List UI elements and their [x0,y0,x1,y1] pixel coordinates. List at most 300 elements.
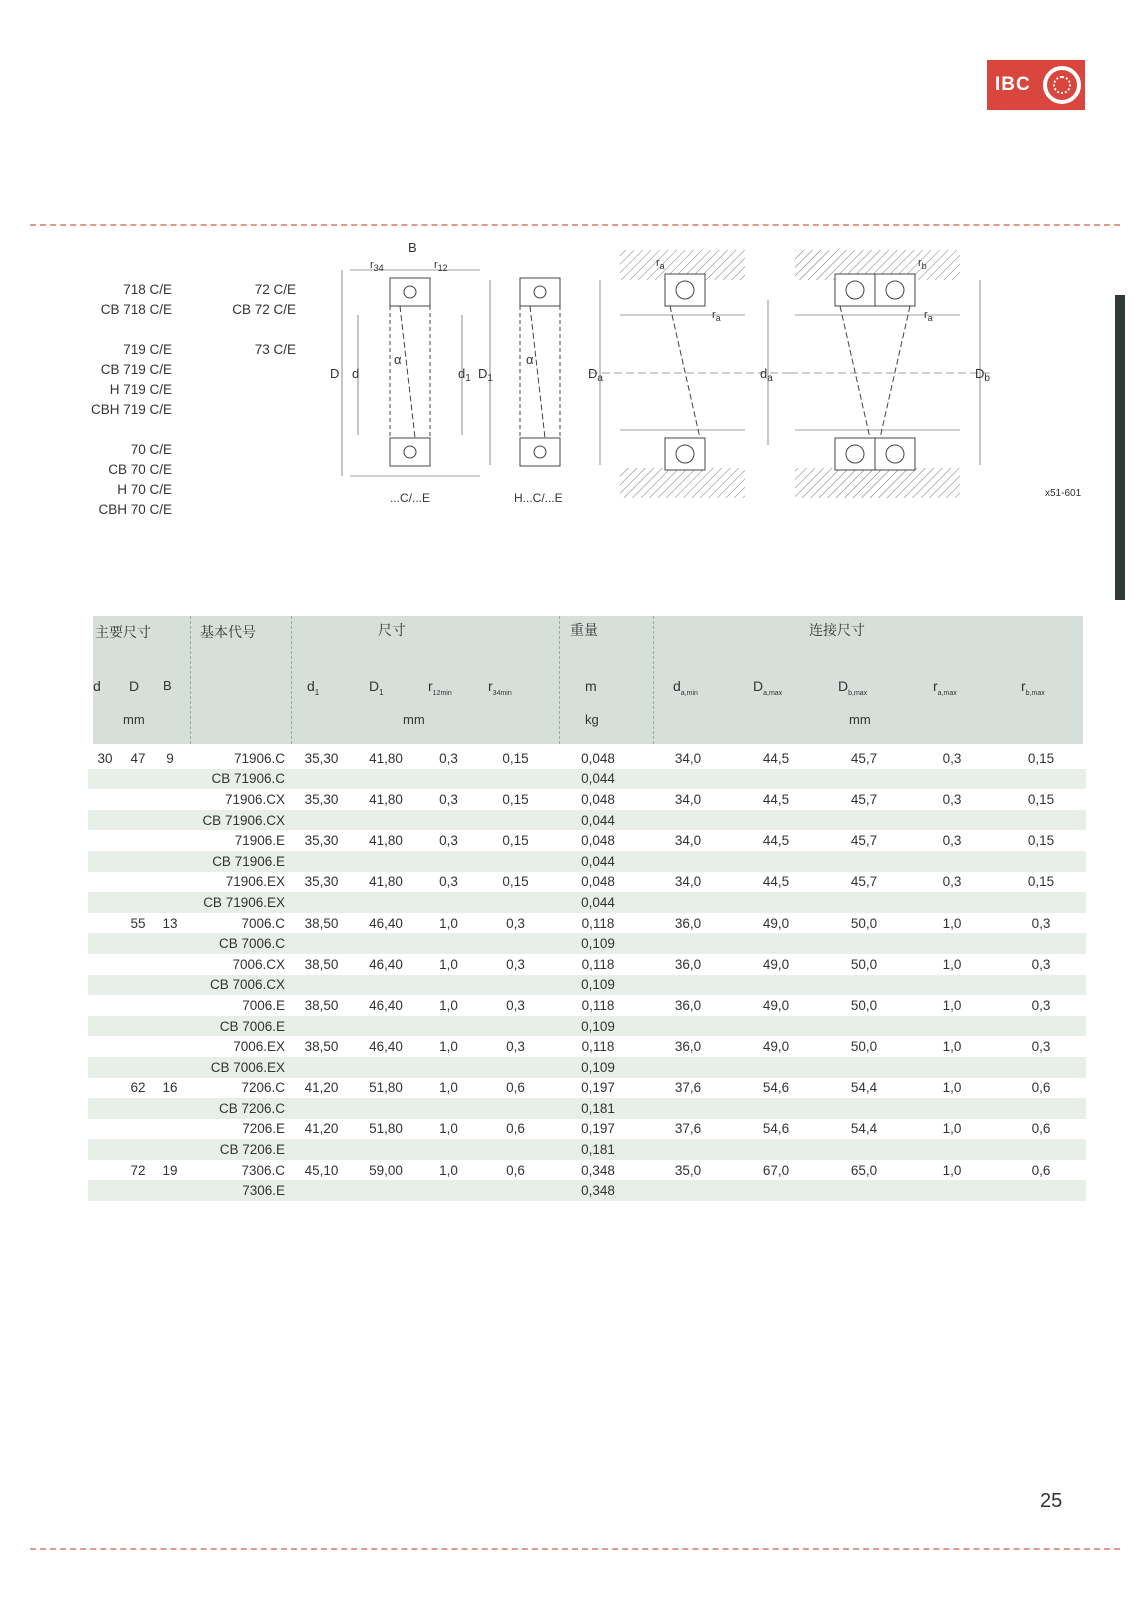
cell-da: 37,6 [674,1080,702,1096]
cell-rb [996,892,1086,913]
cell-da [732,810,820,831]
cell-b: 19 [162,1162,178,1178]
cell-d [88,1098,122,1119]
cell-m: 0,118 [581,956,615,972]
cell-r12 [418,1016,479,1037]
label-ra-base: r [656,257,660,269]
cell-r34 [479,1180,552,1201]
cell-r12 [418,1057,479,1078]
cell-des: CB 71906.E [186,851,289,872]
cell-m: 0,044 [552,769,644,790]
cell-da: 36,0 [674,997,702,1013]
cell-d1: 46,40 [369,956,403,972]
table-row [88,810,1086,831]
cell-da: 34,0 [674,874,702,890]
label-rb-sub: b [921,261,927,271]
cell-r12: 1,0 [439,1039,458,1055]
cell-db [820,851,908,872]
bearing-data-table [88,748,1086,1201]
cell-ra: 1,0 [942,1162,962,1178]
header-mass: 重量 [570,622,598,638]
cell-rb [996,1180,1086,1201]
cell-db [820,933,908,954]
cell-d1 [354,933,418,954]
bottom-divider [30,1548,1120,1550]
cell-r12: 0,3 [439,874,458,890]
outer-ring-top [390,278,430,306]
cell-r34 [479,933,552,954]
cell-ra: 0,3 [942,750,962,766]
cell-b [154,933,186,954]
series-item: CBH 719 C/E [90,402,172,417]
cell-da: 34,0 [674,833,702,849]
cell-da: 44,5 [762,833,790,849]
cell-des: 7006.CX [232,956,285,972]
cell-r12 [418,1139,479,1160]
cell-d [122,975,154,996]
cell-da [644,1098,732,1119]
cell-d1: 46,40 [369,915,403,931]
cell-ra: 1,0 [942,915,962,931]
cell-d1: 35,30 [304,874,339,890]
cell-r34: 0,15 [502,833,529,849]
label-da-sub: a [767,373,773,384]
cell-d [122,851,154,872]
col-rb [1021,678,1045,697]
cell-des: 71906.E [234,833,285,849]
cell-rb [996,1098,1086,1119]
cell-m: 0,048 [581,750,615,766]
cell-b [154,1036,186,1057]
cell-m: 0,109 [552,933,644,954]
cell-b [154,1057,186,1078]
cell-b [154,1180,186,1201]
series-item: 719 C/E [123,342,172,357]
cell-m: 0,109 [552,975,644,996]
label-ra-3-sub: a [927,313,933,323]
cell-d: 72 [130,1162,146,1178]
cell-r34 [479,1016,552,1037]
cell-d1: 41,20 [304,1121,339,1137]
cell-d: 30 [97,750,113,766]
caption-c-e: ...C/...E [390,491,431,505]
cell-b: 16 [162,1080,178,1096]
cell-d1 [354,1016,418,1037]
cell-db: 45,7 [850,874,878,890]
label-Db [975,366,990,384]
series-item: CB 72 C/E [232,302,296,317]
col-d: d [93,678,101,694]
mounting-section-2 [790,250,990,498]
cell-da [644,1016,732,1037]
cell-rb: 0,6 [1031,1080,1051,1096]
cell-d: 47 [130,750,146,766]
cell-rb: 0,3 [1031,1039,1051,1055]
cell-db: 45,7 [850,833,878,849]
cell-ra: 1,0 [942,1039,962,1055]
table-row [88,1078,1086,1099]
cell-r34 [479,1057,552,1078]
col-r34-base: r [488,678,493,694]
cell-ra: 0,3 [942,833,962,849]
cell-rb: 0,15 [1027,791,1055,807]
cell-da [644,1139,732,1160]
cell-db [820,810,908,831]
cell-r12 [418,1098,479,1119]
cell-db: 65,0 [850,1162,878,1178]
cell-da [732,933,820,954]
cell-d [122,1180,154,1201]
cell-d1: 38,50 [304,915,339,931]
label-Da-sub: a [597,373,603,384]
cell-db [820,1016,908,1037]
cell-da: 54,6 [762,1080,790,1096]
cell-r34: 0,3 [506,1039,525,1055]
table-row [88,913,1086,934]
cell-d [88,892,122,913]
outer-ring-bottom [390,438,430,466]
bearing-drawing [330,240,1100,530]
cell-d [88,872,122,893]
cell-da: 34,0 [674,791,702,807]
table-row [88,830,1086,851]
cell-rb: 0,3 [1031,915,1051,931]
cell-da: 54,6 [762,1121,790,1137]
cell-rb: 0,6 [1031,1162,1051,1178]
cell-r34 [479,975,552,996]
series-item: 73 C/E [254,342,296,357]
cell-rb: 0,15 [1027,833,1055,849]
table-row [88,933,1086,954]
cell-d [122,1139,154,1160]
cell-da: 44,5 [762,791,790,807]
cell-da [644,851,732,872]
table-row [88,789,1086,810]
cell-db [820,1139,908,1160]
cell-r12: 0,3 [439,791,458,807]
label-r12-sub: 12 [437,263,448,273]
label-r34 [370,259,384,273]
cell-des: CB 71906.EX [186,892,289,913]
cell-d [88,975,122,996]
cell-des: CB 71906.CX [186,810,289,831]
cell-r12: 0,3 [439,750,458,766]
cell-d [122,810,154,831]
cell-d [88,954,122,975]
caption-h-c-e: H...C/...E [514,491,563,505]
cell-r12: 1,0 [439,1162,458,1178]
col-r34-sub: 34min [492,689,512,697]
label-ra-sub: a [659,261,665,271]
table-row [88,872,1086,893]
cell-da [732,975,820,996]
cell-d1: 51,80 [369,1121,403,1137]
cell-db [820,1180,908,1201]
cell-des: CB 7006.E [186,1016,289,1037]
cell-des: CB 7006.EX [186,1057,289,1078]
bearing-section-2 [520,278,560,466]
cell-r12: 1,0 [439,1080,458,1096]
cell-da [644,892,732,913]
cell-ra: 0,3 [942,874,962,890]
cell-r12 [418,975,479,996]
col-da-base: d [673,678,681,694]
cell-d1 [354,1180,418,1201]
cell-d1: 41,80 [369,874,403,890]
label-r12-base: r [434,259,438,271]
cell-b [154,954,186,975]
series-list-right [220,280,296,360]
cell-rb: 0,3 [1031,956,1051,972]
col-Db [838,678,867,697]
label-alpha-2: α [526,352,534,367]
cell-r12: 0,3 [439,833,458,849]
cell-da: 36,0 [674,1039,702,1055]
cell-d1: 35,30 [304,791,339,807]
cell-d [88,1036,122,1057]
cell-r34: 0,15 [502,874,529,890]
table-row [88,1180,1086,1201]
cell-d1 [354,1139,418,1160]
header-main-dims: 主要尺寸 [95,624,151,640]
cell-d [122,954,154,975]
label-Db-sub: b [984,373,990,384]
series-item: CBH 70 C/E [98,502,172,517]
table-row [88,1057,1086,1078]
label-B: B [408,240,417,255]
cell-m: 0,048 [581,874,615,890]
cell-da: 34,0 [674,750,702,766]
cell-r34: 0,6 [506,1080,525,1096]
header-separator [291,616,292,744]
cell-d [122,1119,154,1140]
cell-d1 [289,851,354,872]
ball-top [404,286,416,298]
cell-r34: 0,15 [502,791,529,807]
cell-db: 50,0 [850,956,878,972]
series-item [80,420,172,440]
cell-d1 [354,810,418,831]
series-item: CB 718 C/E [100,302,172,317]
cell-ra [908,1016,996,1037]
label-ra-3-base: r [924,309,928,321]
top-divider [30,224,1120,226]
cell-m: 0,181 [552,1098,644,1119]
series-item: CB 719 C/E [100,362,172,377]
cell-m: 0,118 [581,915,615,931]
label-d: d [352,366,360,381]
cell-d: 62 [130,1080,146,1096]
ball-bottom [404,446,416,458]
cell-da [644,1057,732,1078]
cell-d [122,995,154,1016]
cell-m: 0,044 [552,851,644,872]
label-D1-sub: 1 [487,373,493,384]
cell-da: 44,5 [762,874,790,890]
table-row [88,769,1086,790]
cell-r12: 1,0 [439,915,458,931]
cell-d [122,1098,154,1119]
cell-db [820,1057,908,1078]
cell-d [88,789,122,810]
cell-d [122,1057,154,1078]
cell-da [644,933,732,954]
label-ra-3 [924,309,933,323]
cell-da [732,1057,820,1078]
cell-des: CB 7206.E [186,1139,289,1160]
cell-r12 [418,851,479,872]
cell-ra [908,1057,996,1078]
cell-da [644,975,732,996]
cell-d [88,995,122,1016]
col-B: B [163,678,172,693]
cell-des: 71906.EX [225,874,285,890]
cell-d1 [289,769,354,790]
col-da [673,678,698,697]
cell-da: 36,0 [674,915,702,931]
label-da-base: d [760,366,768,381]
cell-r12 [418,1180,479,1201]
cell-da [644,810,732,831]
cell-r34 [479,851,552,872]
label-D1-base: D [478,366,488,381]
cell-des: 7006.C [241,915,285,931]
cell-db [820,769,908,790]
table-row [88,1036,1086,1057]
cell-des: 71906.CX [224,791,285,807]
cell-da: 49,0 [762,915,790,931]
drawing-reference: x51-601 [1045,488,1082,499]
unit-mm-main: mm [123,712,145,727]
cell-b [154,892,186,913]
cell-da [732,892,820,913]
series-item: H 719 C/E [109,382,172,397]
label-Da-base: D [588,366,598,381]
cell-da: 67,0 [762,1162,790,1178]
col-d1-base: d [307,678,315,694]
cell-rb: 0,15 [1027,750,1055,766]
cell-m: 0,109 [552,1057,644,1078]
cell-d [88,1160,122,1181]
cell-d [122,872,154,893]
cell-r12 [418,892,479,913]
label-alpha: α [394,352,402,367]
label-Db-base: D [975,366,985,381]
cell-d1 [354,851,418,872]
cell-b [154,1016,186,1037]
cell-da: 49,0 [762,1039,790,1055]
cell-d [88,830,122,851]
cell-r12 [418,810,479,831]
label-r34-sub: 34 [373,263,384,273]
ball-top [534,286,546,298]
label-D: D [330,366,340,381]
cell-rb [996,851,1086,872]
cell-r34: 0,15 [502,750,529,766]
cell-d1: 38,50 [304,1039,339,1055]
label-d1-base: d [458,366,466,381]
cell-da: 44,5 [762,750,790,766]
ball-bottom [534,446,546,458]
cell-da [732,1098,820,1119]
cell-b [154,1098,186,1119]
cell-b [154,872,186,893]
cell-d1 [289,1180,354,1201]
cell-d [88,810,122,831]
header-dims: 尺寸 [378,622,406,638]
table-header [93,616,1083,744]
cell-rb [996,975,1086,996]
cell-d [122,892,154,913]
cell-m: 0,118 [581,1039,615,1055]
cell-des: 71906.C [233,750,285,766]
cell-b [154,851,186,872]
cell-des: 7206.C [241,1080,285,1096]
cell-d1: 35,30 [304,750,339,766]
cell-da [732,1180,820,1201]
cell-m: 0,348 [552,1180,644,1201]
cell-db: 45,7 [850,750,878,766]
cell-d1: 41,80 [369,833,403,849]
table-row [88,975,1086,996]
cell-m: 0,044 [552,810,644,831]
cell-db: 50,0 [850,1039,878,1055]
cell-des: 7006.EX [233,1039,285,1055]
cell-r34 [479,810,552,831]
cell-ra: 1,0 [942,1080,962,1096]
cell-d1 [289,933,354,954]
cell-d [122,789,154,810]
cell-r34: 0,6 [506,1121,525,1137]
cell-d [88,1016,122,1037]
cell-m: 0,118 [581,997,615,1013]
cell-db [820,892,908,913]
cell-d1 [354,1098,418,1119]
cell-rb [996,810,1086,831]
page-number: 25 [1040,1490,1063,1512]
cell-ra [908,975,996,996]
cell-d1 [289,975,354,996]
cell-da [732,1016,820,1037]
cell-r12 [418,933,479,954]
cell-r34 [479,892,552,913]
unit-kg: kg [585,712,599,727]
col-Da-sub: a,max [763,689,783,697]
col-d1 [307,678,319,697]
cell-d [88,1180,122,1201]
table-row [88,748,1086,769]
cell-d [88,933,122,954]
cell-rb [996,1016,1086,1037]
cell-r12: 1,0 [439,956,458,972]
cell-ra: 0,3 [942,791,962,807]
label-d1-sub: 1 [465,373,471,384]
cell-d1 [289,1139,354,1160]
cell-d1 [354,892,418,913]
label-rb-base: r [918,257,922,269]
cell-db: 50,0 [850,915,878,931]
label-da [760,366,773,384]
cell-db: 45,7 [850,791,878,807]
cell-d [88,1078,122,1099]
col-ra-base: r [933,678,938,694]
cell-r12: 1,0 [439,1121,458,1137]
cell-b: 9 [166,750,174,766]
col-r12-sub: 12min [432,689,452,697]
col-r34 [488,678,512,697]
series-item: 72 C/E [254,282,296,297]
cell-db: 50,0 [850,997,878,1013]
